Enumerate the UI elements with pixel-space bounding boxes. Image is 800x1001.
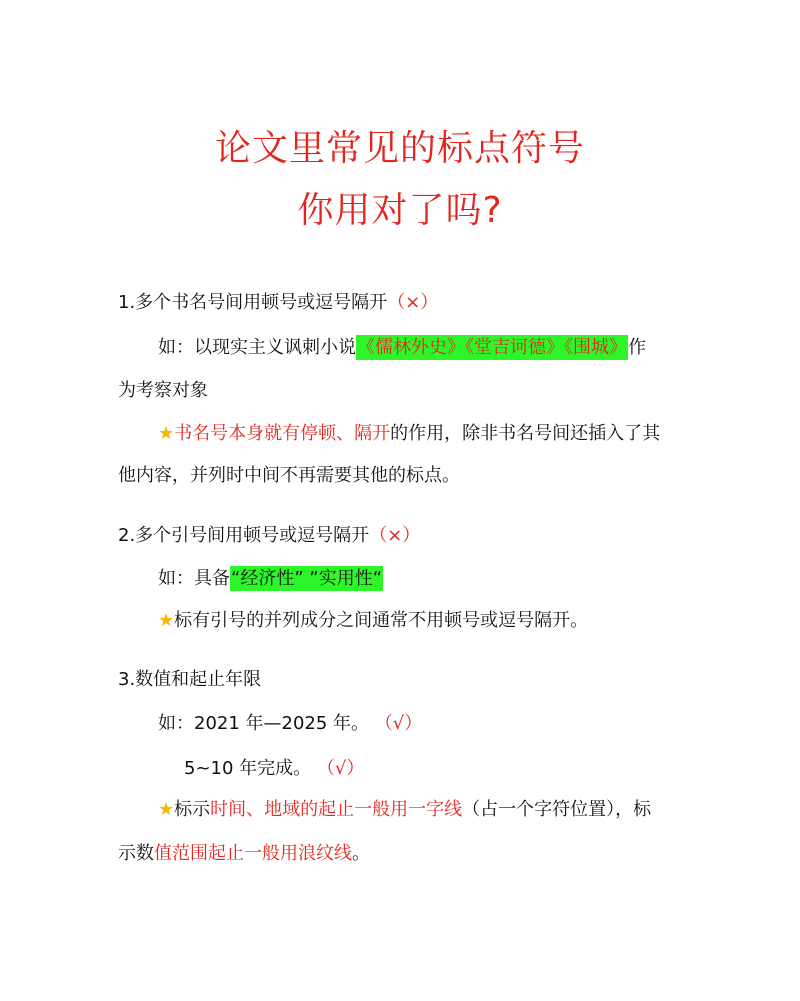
section-1-example-highlight: 《儒林外史》《堂吉诃德》《围城》 [357,337,627,358]
section-2-heading-text: 2.多个引号间用顿号或逗号隔开 [118,525,370,546]
star-icon: ★ [158,610,175,631]
section-1-note-red: 书名号本身就有停顿、隔开 [174,423,391,444]
section-3-note-b3: 。 [352,843,370,864]
section-3-example-1 [158,711,422,737]
section-1-heading-text: 1.多个书名号间用顿号或逗号隔开 [118,292,388,313]
title-line-2: 你用对了吗? [297,190,503,231]
section-1-example-suffix: 作 [628,337,646,358]
title-line-1: 论文里常见的标点符号 [214,128,585,169]
section-3-example-2-text: 5~10 年完成。 [184,758,312,779]
section-2-mark: （×） [369,525,421,546]
section-1-note [158,421,660,447]
section-3-example-1-mark: （√） [374,713,423,734]
section-3-note [158,797,651,823]
section-3-example-2 [184,756,364,782]
section-3-note-b2: 值范围起止一般用浪纹线 [154,843,352,864]
section-3-note-a3: （占一个字符位置），标 [462,799,652,820]
section-3-example-2-mark: （√） [316,758,365,779]
section-3-note-a2: 时间、地域的起止一般用一字线 [210,799,463,820]
section-3-note-a1: 标示 [174,799,211,820]
section-2-note [158,608,588,634]
section-3-note-cont [118,841,370,867]
section-1-mark: （×） [387,292,439,313]
section-3-note-b1: 示数 [118,843,154,864]
section-3-example-1-text: 如：2021 年—2025 年。 [158,713,370,734]
section-2-example-highlight: “经济性” ”实用性“ [231,568,383,589]
section-2-example [158,566,383,592]
section-1-heading [118,290,438,316]
section-1-note-cont: 他内容，并列时中间不再需要其他的标点。 [118,465,460,486]
section-2-heading [118,523,420,549]
section-1-note-rest: 的作用，除非书名号间还插入了其 [390,423,661,444]
star-icon: ★ [158,799,175,820]
section-1-example [158,335,646,361]
section-2-note-text: 标有引号的并列成分之间通常不用顿号或逗号隔开。 [174,610,589,631]
section-3-heading: 3.数值和起止年限 [118,669,262,690]
section-1-example-cont: 为考察对象 [118,380,208,401]
section-1-example-prefix: 如：以现实主义讽刺小说 [158,337,356,358]
section-2-example-prefix: 如：具备 [158,568,230,589]
star-icon: ★ [158,423,175,444]
